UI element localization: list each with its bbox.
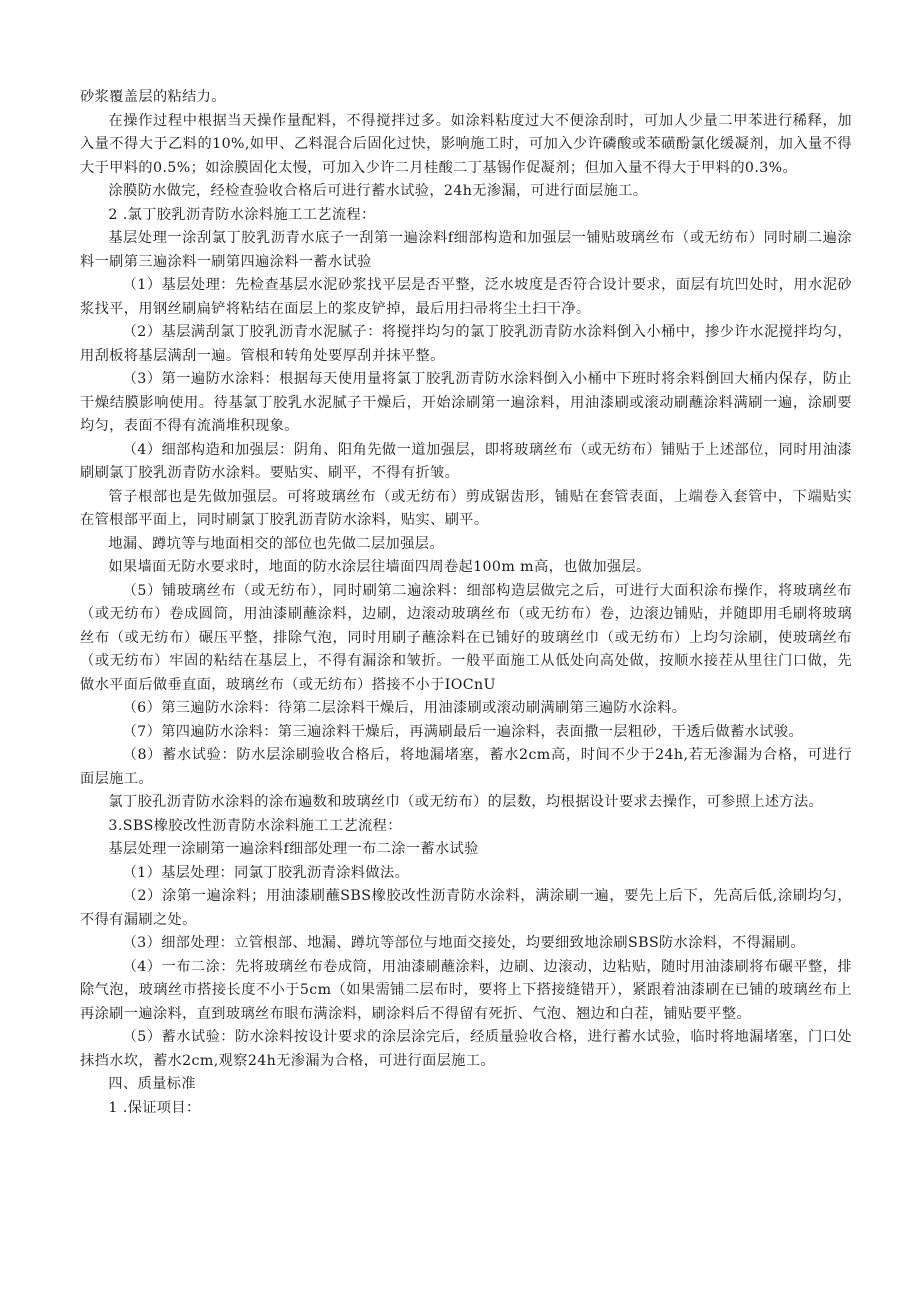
paragraph: 管子根部也是先做加强层。可将玻璃丝布（或无纺布）剪成锯齿形，铺贴在套管表面，上端卷入套管中，下端贴实在管根部平面上，同时刷氯丁胶乳沥青防水涂料，贴实、刷平。	[80, 488, 852, 528]
step-item: （7）第四遍防水涂料：第三遍涂料干燥后，再满刷最后一遍涂料，表面撒一层粗砂，干透后做蓄水试骏。	[122, 723, 804, 740]
paragraph: 如果墙面无防水要求时，地面的防水涂层往墙面四周卷起100m m高，也做加强层。	[108, 559, 651, 575]
section-heading: 2 .氯丁胶乳沥青防水涂料施工工艺流程：	[108, 206, 376, 223]
step-item: （4）细部构造和加强层：阴角、阳角先做一道加强层，即将玻璃丝布（或无纺布）铺贴于上述部位，同时用油漆刷刷氯丁胶乳沥青防水涂料。要贴实、刷平，不得有折皱。	[80, 441, 852, 481]
step-item: （1）基层处理：同氯丁胶乳沥青涂料做法。	[122, 864, 410, 881]
section-heading: 四、质量标准	[108, 1076, 196, 1092]
step-item: （1）基层处理：先检查基层水泥砂浆找平层是否平整，泛水坡度是否符合设计要求，面层有坑凹处时，用水泥砂浆找平，用钢丝刷扁铲将粘结在面层上的浆皮铲掉，最后用扫帚将尘土扫干净。	[80, 277, 852, 317]
process-flow: 基层处理一涂刮氯丁胶乳沥青水底子一刮第一遍涂料f细部构造和加强层一铺贴玻璃丝布（或无纺布）同时刷二遍涂料一刷第三遍涂料一刷第四遍涂料一蓄水试验	[80, 230, 852, 270]
step-item: （3）第一遍防水涂料：根据每天使用量将氯丁胶乳沥青防水涂料倒入小桶中下班时将余料倒回大桶内保存，防止干燥结膜影响使用。待基氯丁胶乳水泥腻子干燥后，开始涂刷第一遍涂料，用油漆刷或滚动刷蘸涂料满刷一遍，涂刷要均匀，表面不得有流淌堆积现象。	[80, 371, 852, 434]
step-item: （2）基层满刮氯丁胶乳沥青水泥腻子：将搅拌均匀的氯丁胶乳沥青防水涂料倒入小桶中，掺少许水泥搅拌均匀，用刮板将基层满刮一遍。管根和转角处要厚刮并抹平整。	[80, 324, 852, 364]
paragraph: 地漏、蹲坑等与地面相交的部位也先做二层加强层。	[108, 535, 444, 552]
section-heading: 1 .保证项目：	[108, 1099, 201, 1116]
paragraph: 涂膜防水做完，经检查验收合格后可进行蓄水试验，24h无渗漏，可进行面层施工。	[108, 183, 648, 199]
step-item: （6）第三遍防水涂料：待第二层涂料干燥后，用油漆刷或滚动刷满刷第三遍防水涂料。	[122, 700, 687, 716]
document-body	[80, 86, 852, 1120]
paragraph: 砂浆覆盖层的粘结力。	[80, 89, 226, 105]
step-item: （4）一布二涂：先将玻璃丝布卷成筒，用油漆刷蘸涂料，边刷、边滚动，边粘贴，随时用油漆刷将布碾平整，排除气泡，玻璃丝市搭接长度不小于5cm（如果需铺二层布时，要将上下搭接缝错开），紧跟着油漆刷在已铺的玻璃丝布上再涂刷一遍涂料，直到玻璃丝布眼布满涂料，刷涂料后不得留有死折、气泡、翘边和白茬，铺贴要平整。	[80, 958, 852, 1022]
paragraph: 在操作过程中根据当天操作量配料，不得搅拌过多。如涂料粘度过大不便涂刮时，可加人少量二甲苯进行稀释，加入量不得大于乙料的10%,如甲、乙料混合后固化过快，影响施工时，可加入少许磷酸或苯磺酚氯化缓凝剂，加入量不得大于甲料的0.5%；如涂膜固化太慢，可加入少许二月桂酸二丁基锡作促凝剂；但加入量不得大于甲料的0.3%。	[80, 112, 852, 176]
step-item: （5）蓄水试验：防水涂料按设计要求的涂层涂完后，经质量验收合格，进行蓄水试验，临时将地漏堵塞，门口处抹挡水坎，蓄水2cm,观察24h无渗漏为合格，可进行面层施工。	[80, 1029, 852, 1069]
step-item: （8）蓄水试验：防水层涂刷验收合格后，将地漏堵塞，蓄水2cm高，时间不少于24h,若无渗漏为合格，可进行面层施工。	[80, 747, 852, 787]
paragraph: 氯丁胶孔沥青防水涂料的涂布遍数和玻璃丝巾（或无纺布）的层数，均根据设计要求去操作，可参照上述方法。	[108, 794, 824, 810]
step-item: （3）细部处理：立管根部、地漏、蹲坑等部位与地面交接处，均要细致地涂刷SBS防水涂料，不得漏刷。	[122, 935, 805, 951]
step-item: （5）铺玻璃丝布（或无纺布），同时刷第二遍涂料：细部构造层做完之后，可进行大面积涂布操作，将玻璃丝布（或无纺布）卷成圆筒，用油漆刷蘸涂料，边刷，边滚动玻璃丝布（或无纺布）卷，边滚边铺贴，并随即用毛刷将玻璃丝布（或无纺布）碾压平整，排除气泡，同时用刷子蘸涂料在已铺好的玻璃丝巾（或无纺布）上均匀涂刷，使玻璃丝布（或无纺布）牢固的粘结在基层上，不得有漏涂和皱折。一般平面施工从低处向高处做，按顺水接茬从里往门口做，先做水平面后做垂直面，玻璃丝布（或无纺布）搭接不小于IOCnU	[80, 582, 852, 693]
step-item: （2）涂第一遍涂料；用油漆刷蘸SBS橡胶改性沥青防水涂料，满涂刷一遍，要先上后下，先高后低,涂刷均匀，不得有漏刷之处。	[80, 888, 852, 928]
process-flow: 基层处理一涂刷第一遍涂料f细部处理一布二涂一蓄水试验	[108, 841, 479, 857]
section-heading: 3.SBS橡胶改性沥青防水涂料施工工艺流程：	[108, 817, 402, 834]
